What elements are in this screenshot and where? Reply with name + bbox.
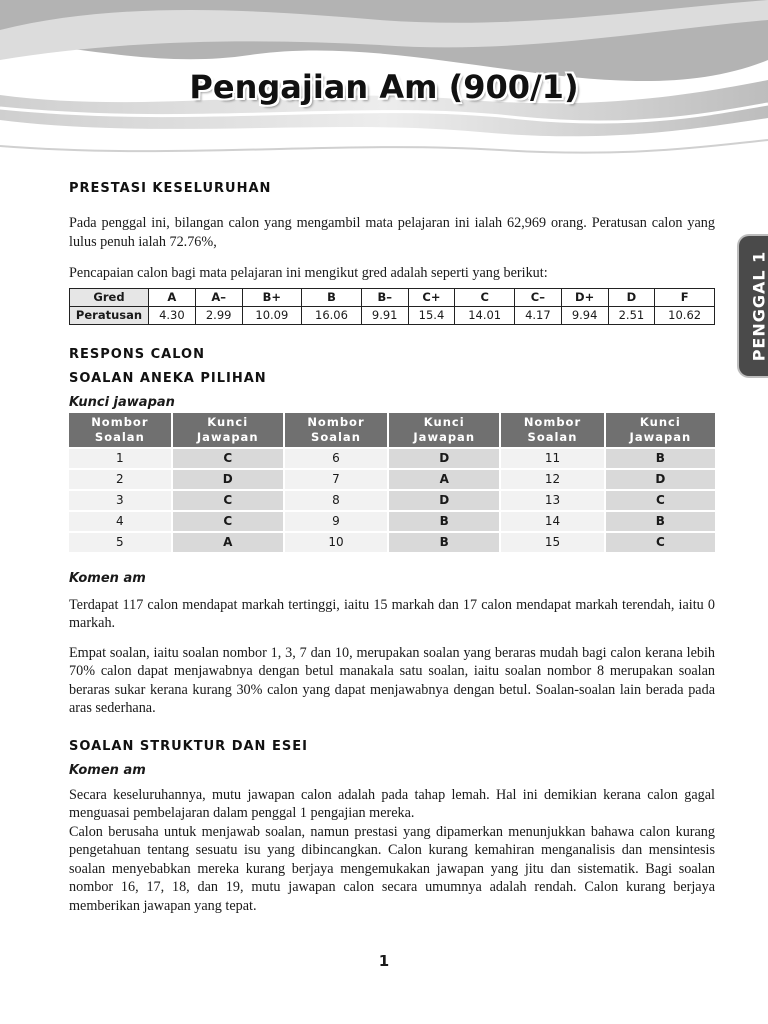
percentage-cell: 4.30 [149, 306, 196, 324]
komen-paragraph-1: Terdapat 117 calon mendapat markah tertinggi, iaitu 15 markah dan 17 calon mendapat markah terendah, iaitu 0 markah. [69, 596, 715, 631]
question-number: 5 [69, 532, 172, 552]
answer-key-row [69, 532, 715, 552]
answer-key: A [388, 469, 500, 490]
question-number: 6 [284, 448, 388, 469]
question-number: 9 [284, 511, 388, 532]
answer-key: D [172, 469, 284, 490]
grade-cell: D+ [561, 288, 608, 306]
answer-key: C [605, 490, 715, 511]
col-nombor-soalan: Nombor Soalan [500, 413, 604, 448]
question-number: 8 [284, 490, 388, 511]
heading-komen-am-2: Komen am [69, 762, 146, 778]
komen-paragraph-2: Empat soalan, iaitu soalan nombor 1, 3, 7 dan 10, merupakan soalan yang beraras mudah bagi calon kerana lebih 70% calon dapat menjawabnya dengan betul manakala satu soalan, iaitu soalan nombor 8 merupakan soalan beraras sukar kerana kurang 30% calon yang dapat menjawabnya dengan betul. Soalan-soalan lain berada pada aras sederhana. [69, 644, 715, 716]
grade-table [69, 288, 715, 325]
grade-cell: A– [195, 288, 242, 306]
answer-key: C [172, 448, 284, 469]
side-tab-label: PENGGAL 1 [749, 250, 768, 362]
heading-kunci-jawapan: Kunci jawapan [69, 394, 175, 410]
grade-cell: C– [514, 288, 561, 306]
answer-key: B [388, 511, 500, 532]
percentage-row-label: Peratusan [70, 306, 149, 324]
grade-row [70, 288, 715, 306]
answer-key-row [69, 469, 715, 490]
percentage-cell: 10.09 [242, 306, 302, 324]
percentage-cell: 14.01 [455, 306, 515, 324]
percentage-cell: 16.06 [302, 306, 362, 324]
answer-key-header-row [69, 413, 715, 448]
answer-key-row [69, 511, 715, 532]
heading-aneka-pilihan: SOALAN ANEKA PILIHAN [69, 370, 267, 386]
question-number: 2 [69, 469, 172, 490]
answer-key: B [388, 532, 500, 552]
grade-cell: B– [361, 288, 408, 306]
question-number: 3 [69, 490, 172, 511]
page-number: 1 [378, 952, 390, 970]
struktur-paragraph-2: Calon berusaha untuk menjawab soalan, namun prestasi yang dipamerkan menunjukkan bahawa calon kurang pengetahuan tentang sesuatu isu yang dibincangkan. Calon kurang kemahiran menganalisis dan mensintesis soalan menyebabkan mereka kurang berjaya mengemukakan jawapan yang jitu dan sistematik. Bagi soalan nombor 16, 17, 18, dan 19, mutu jawapan calon secara umumnya adalah rendah. Calon kurang berjaya memberikan jawapan yang tepat. [69, 823, 715, 914]
heading-struktur-esei: SOALAN STRUKTUR DAN ESEI [69, 738, 308, 754]
prestasi-paragraph-2: Pencapaian calon bagi mata pelajaran ini mengikut gred adalah seperti yang berikut: [69, 265, 548, 281]
percentage-cell: 2.51 [608, 306, 655, 324]
grade-cell: C+ [408, 288, 455, 306]
heading-komen-am: Komen am [69, 570, 146, 586]
heading-respons: RESPONS CALON [69, 346, 205, 362]
question-number: 14 [500, 511, 604, 532]
percentage-cell: 9.91 [361, 306, 408, 324]
heading-prestasi: PRESTASI KESELURUHAN [69, 181, 272, 196]
percentage-cell: 2.99 [195, 306, 242, 324]
question-number: 10 [284, 532, 388, 552]
answer-key: C [605, 532, 715, 552]
main-content [69, 178, 715, 915]
answer-key: D [605, 469, 715, 490]
prestasi-paragraph-1: Pada penggal ini, bilangan calon yang mengambil mata pelajaran ini ialah 62,969 orang. Peratusan calon yang lulus penuh ialah 72.76%, [69, 215, 715, 250]
grade-cell: F [655, 288, 715, 306]
question-number: 7 [284, 469, 388, 490]
question-number: 15 [500, 532, 604, 552]
col-nombor-soalan: Nombor Soalan [69, 413, 172, 448]
col-kunci-jawapan: Kunci Jawapan [605, 413, 715, 448]
grade-cell: B+ [242, 288, 302, 306]
question-number: 12 [500, 469, 604, 490]
answer-key-table [69, 413, 715, 552]
answer-key: A [172, 532, 284, 552]
answer-key: B [605, 511, 715, 532]
percentage-row [70, 306, 715, 324]
percentage-cell: 9.94 [561, 306, 608, 324]
question-number: 13 [500, 490, 604, 511]
struktur-paragraph-1: Secara keseluruhannya, mutu jawapan calon adalah pada tahap lemah. Hal ini demikian kerana calon gagal menguasai pembelajaran dalam penggal 1 pengajian mereka. [69, 786, 715, 821]
percentage-cell: 15.4 [408, 306, 455, 324]
question-number: 4 [69, 511, 172, 532]
question-number: 1 [69, 448, 172, 469]
grade-row-label: Gred [70, 288, 149, 306]
percentage-cell: 4.17 [514, 306, 561, 324]
answer-key: D [388, 448, 500, 469]
col-kunci-jawapan: Kunci Jawapan [388, 413, 500, 448]
answer-key: B [605, 448, 715, 469]
grade-cell: D [608, 288, 655, 306]
answer-key: C [172, 490, 284, 511]
grade-cell: C [455, 288, 515, 306]
answer-key-row [69, 448, 715, 469]
col-nombor-soalan: Nombor Soalan [284, 413, 388, 448]
page-title: Pengajian Am (900/1) [189, 68, 579, 106]
grade-cell: B [302, 288, 362, 306]
col-kunci-jawapan: Kunci Jawapan [172, 413, 284, 448]
answer-key: D [388, 490, 500, 511]
side-tab [739, 236, 768, 376]
percentage-cell: 10.62 [655, 306, 715, 324]
answer-key: C [172, 511, 284, 532]
question-number: 11 [500, 448, 604, 469]
grade-cell: A [149, 288, 196, 306]
answer-key-row [69, 490, 715, 511]
